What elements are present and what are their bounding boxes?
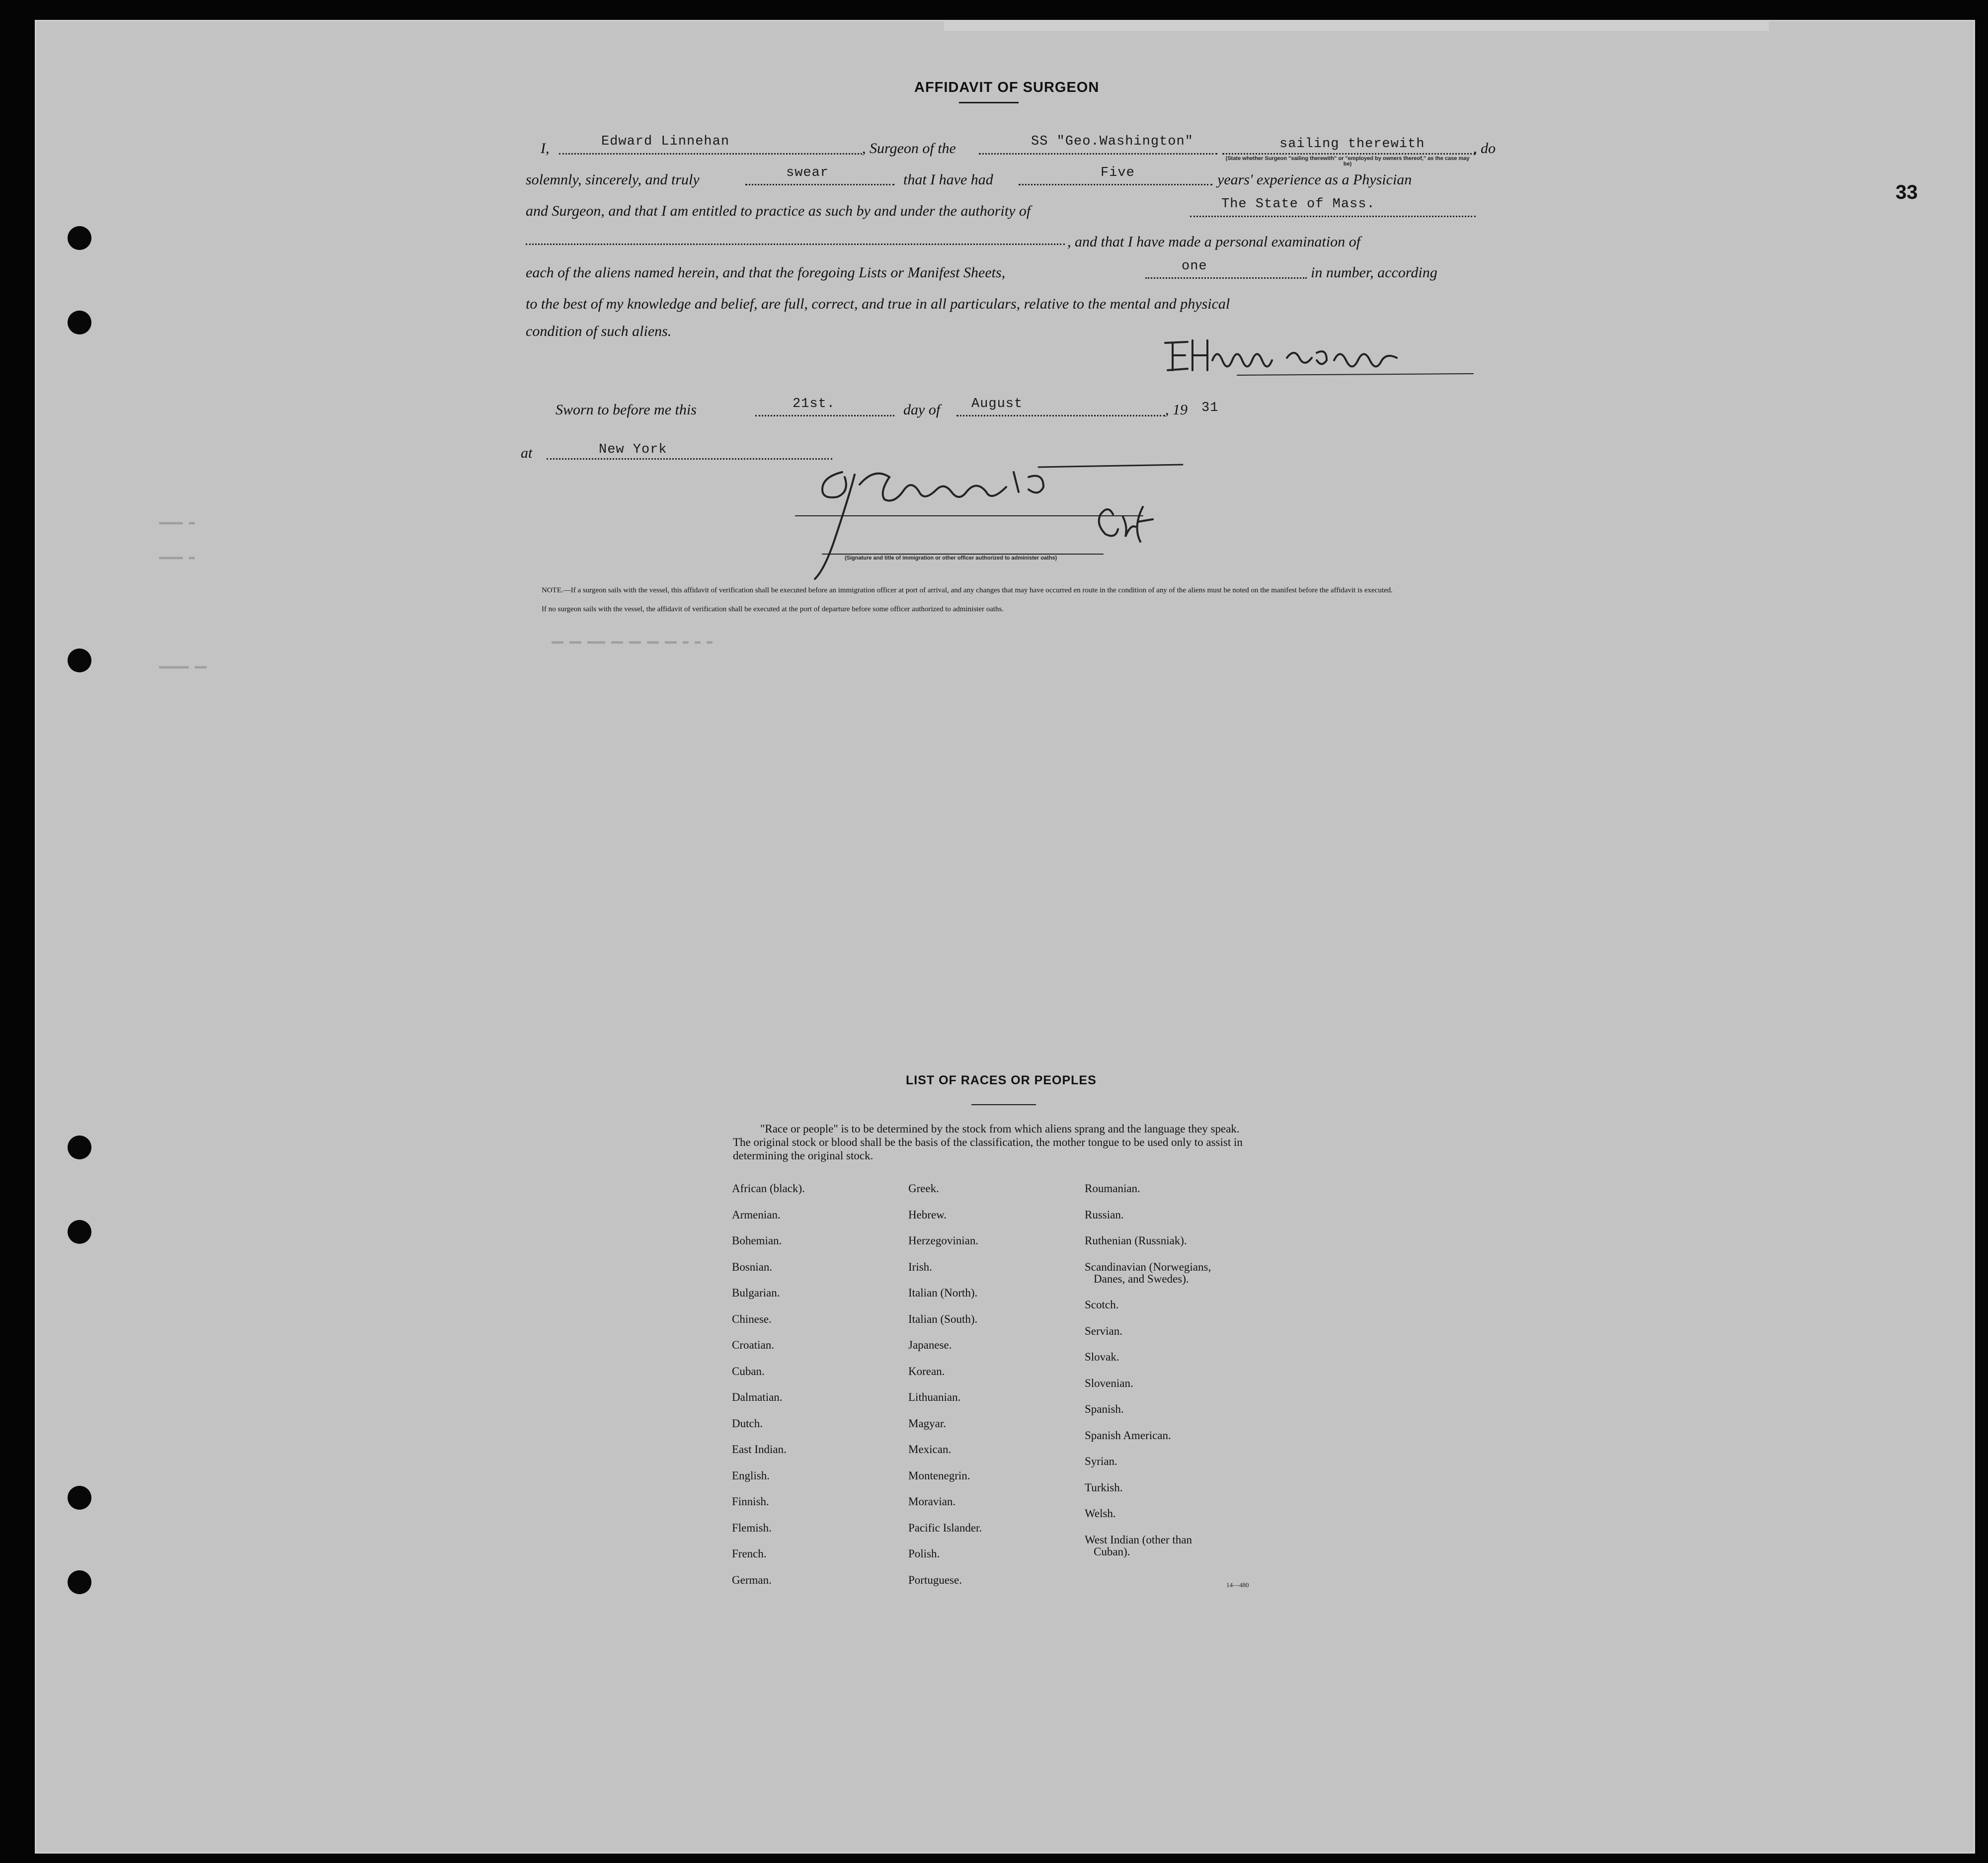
- race-item: Magyar.: [908, 1417, 947, 1430]
- sheets-text-2: in number, according: [1311, 264, 1437, 281]
- race-item: Portuguese.: [908, 1573, 962, 1586]
- race-item: Cuban).: [1094, 1545, 1130, 1558]
- race-item: Croatian.: [732, 1339, 774, 1351]
- race-item: Bulgarian.: [732, 1287, 780, 1299]
- year-prefix: , 19: [1165, 402, 1188, 418]
- race-item: English.: [732, 1469, 770, 1482]
- years-blank: [1019, 184, 1212, 185]
- race-item: Bosnian.: [732, 1260, 773, 1273]
- punch-hole: [68, 1570, 91, 1594]
- race-item: Finnish.: [732, 1495, 769, 1508]
- punch-hole: [68, 1486, 91, 1510]
- do-label: , do: [1473, 140, 1496, 157]
- oath-blank: [745, 184, 894, 185]
- races-title: LIST OF RACES OR PEOPLES: [906, 1073, 1097, 1087]
- sworn-text: Sworn to before me this: [556, 402, 697, 418]
- sworn-place: New York: [599, 442, 667, 457]
- race-item: Ruthenian (Russniak).: [1085, 1234, 1187, 1247]
- race-item: Lithuanian.: [908, 1391, 961, 1403]
- month-blank: [956, 415, 1165, 416]
- race-item: Spanish.: [1085, 1403, 1124, 1415]
- race-item: French.: [732, 1547, 767, 1560]
- form-code: 14—480: [1226, 1581, 1249, 1589]
- race-item: Servian.: [1085, 1324, 1123, 1337]
- sworn-day: 21st.: [793, 397, 836, 411]
- condition-text: condition of such aliens.: [526, 323, 672, 339]
- race-item: Scandinavian (Norwegians,: [1085, 1260, 1211, 1273]
- race-item: Polish.: [908, 1547, 940, 1560]
- authority-value: The State of Mass.: [1221, 197, 1375, 212]
- bleed-through-mark: ▬▬▬▬ ▬: [159, 552, 195, 563]
- bleed-through-mark: ▬▬▬▬ ▬: [159, 517, 195, 528]
- race-item: African (black).: [732, 1182, 805, 1195]
- race-item: Herzegovinian.: [908, 1234, 979, 1247]
- surgeon-signature: [1158, 333, 1481, 378]
- race-item: Flemish.: [732, 1521, 772, 1534]
- name-blank: [559, 153, 862, 155]
- punch-hole: [68, 1135, 91, 1159]
- sheets-value: one: [1182, 259, 1207, 274]
- punch-hole: [68, 648, 91, 672]
- race-item: Welsh.: [1085, 1507, 1116, 1520]
- ship-name: SS "Geo.Washington": [1031, 134, 1193, 149]
- authority-continued-blank: [526, 243, 1065, 245]
- race-item: Russian.: [1085, 1208, 1124, 1221]
- race-item: Korean.: [908, 1365, 945, 1377]
- sworn-month: August: [971, 397, 1023, 411]
- race-item: West Indian (other than: [1085, 1533, 1192, 1546]
- authority-blank: [1190, 216, 1476, 217]
- race-item: Japanese.: [908, 1339, 952, 1351]
- race-item: East Indian.: [732, 1443, 787, 1456]
- race-item: German.: [732, 1573, 772, 1586]
- status-blank: [1222, 153, 1476, 155]
- punch-hole: [68, 1220, 91, 1244]
- authority-text: and Surgeon, and that I am entitled to practice as such by and under the authority of: [526, 203, 1031, 219]
- ship-blank: [979, 153, 1217, 155]
- day-of-label: day of: [903, 402, 941, 418]
- officer-caption: (Signature and title of immigration or other officer authorized to administer oaths): [845, 555, 1057, 561]
- experience-text: that I have had: [903, 171, 993, 188]
- oath-text: solemnly, sincerely, and truly: [526, 171, 700, 188]
- race-item: Slovenian.: [1085, 1377, 1133, 1389]
- sheets-text: each of the aliens named herein, and that the foregoing Lists or Manifest Sheets,: [526, 264, 1006, 281]
- years-value: Five: [1101, 165, 1135, 180]
- surgeon-name: Edward Linnehan: [601, 134, 730, 149]
- at-label: at: [521, 445, 533, 461]
- affidavit-note: NOTE.—If a surgeon sails with the vessel, this affidavit of verification shall be executed before an immigration officer at port of arrival, and any changes that may have occurred en route in the condition of any of the aliens must be noted on the manifest before the affidavit is executed.: [542, 586, 1393, 594]
- race-item: Danes, and Swedes).: [1094, 1272, 1189, 1285]
- race-item: Syrian.: [1085, 1455, 1117, 1467]
- page-number: 33: [1896, 181, 1918, 203]
- race-item: Italian (North).: [908, 1287, 978, 1299]
- punch-hole: [68, 226, 91, 250]
- bleed-through-mark: ▬▬▬▬▬ ▬▬: [159, 661, 207, 672]
- race-item: Armenian.: [732, 1208, 781, 1221]
- sheets-blank: [1145, 277, 1307, 279]
- bleed-through-mark: ▬▬ ▬▬ ▬▬▬ ▬▬ ▬▬ ▬▬ ▬▬ ▬ ▬ ▬: [552, 636, 713, 648]
- place-blank: [547, 458, 832, 460]
- race-item: Spanish American.: [1085, 1429, 1171, 1442]
- race-item: Italian (South).: [908, 1312, 978, 1325]
- race-item: Slovak.: [1085, 1351, 1119, 1363]
- surgeon-status: sailing therewith: [1279, 137, 1425, 152]
- oath-word: swear: [786, 165, 829, 180]
- race-item: Dalmatian.: [732, 1391, 783, 1403]
- race-item: Mexican.: [908, 1443, 952, 1456]
- examination-text: , and that I have made a personal examination of: [1067, 234, 1360, 250]
- race-item: Scotch.: [1085, 1298, 1119, 1311]
- affidavit-note-2: If no surgeon sails with the vessel, the affidavit of verification shall be executed at the port of departure before some officer authorized to administer oaths.: [542, 605, 1004, 613]
- belief-text: to the best of my knowledge and belief, are full, correct, and true in all particulars, relative to the mental and physical: [526, 296, 1230, 312]
- affidavit-title: AFFIDAVIT OF SURGEON: [914, 80, 1100, 95]
- surgeon-of-label: , Surgeon of the: [862, 140, 956, 157]
- manifest-page: [35, 20, 1975, 1854]
- race-item: Cuban.: [732, 1365, 765, 1377]
- race-item: Chinese.: [732, 1312, 772, 1325]
- race-item: Moravian.: [908, 1495, 956, 1508]
- status-hint: (State whether Surgeon "sailing therewith" or "employed by owners thereof," as the case may be): [1225, 156, 1470, 167]
- race-item: Greek.: [908, 1182, 939, 1195]
- officer-signature: [795, 457, 1202, 581]
- race-item: Hebrew.: [908, 1208, 947, 1221]
- race-item: Pacific Islander.: [908, 1521, 982, 1534]
- punch-hole: [68, 311, 91, 334]
- races-rule: [971, 1104, 1036, 1105]
- experience-text-2: years' experience as a Physician: [1217, 171, 1412, 188]
- page-edge: [944, 20, 1769, 31]
- sworn-year: 31: [1201, 401, 1219, 415]
- race-item: Montenegrin.: [908, 1469, 970, 1482]
- day-blank: [755, 415, 894, 416]
- race-item: Roumanian.: [1085, 1182, 1140, 1195]
- race-item: Bohemian.: [732, 1234, 782, 1247]
- race-item: Turkish.: [1085, 1481, 1123, 1494]
- title-rule: [959, 102, 1019, 103]
- race-item: Irish.: [908, 1260, 932, 1273]
- races-intro: "Race or people" is to be determined by the stock from which aliens sprang and the language they speak. The original stock or blood shall be the basis of the classification, the mother tongue to be used only to assist in determining the original stock.: [733, 1123, 1243, 1162]
- race-item: Dutch.: [732, 1417, 763, 1430]
- affidavit-prefix: I,: [541, 140, 550, 157]
